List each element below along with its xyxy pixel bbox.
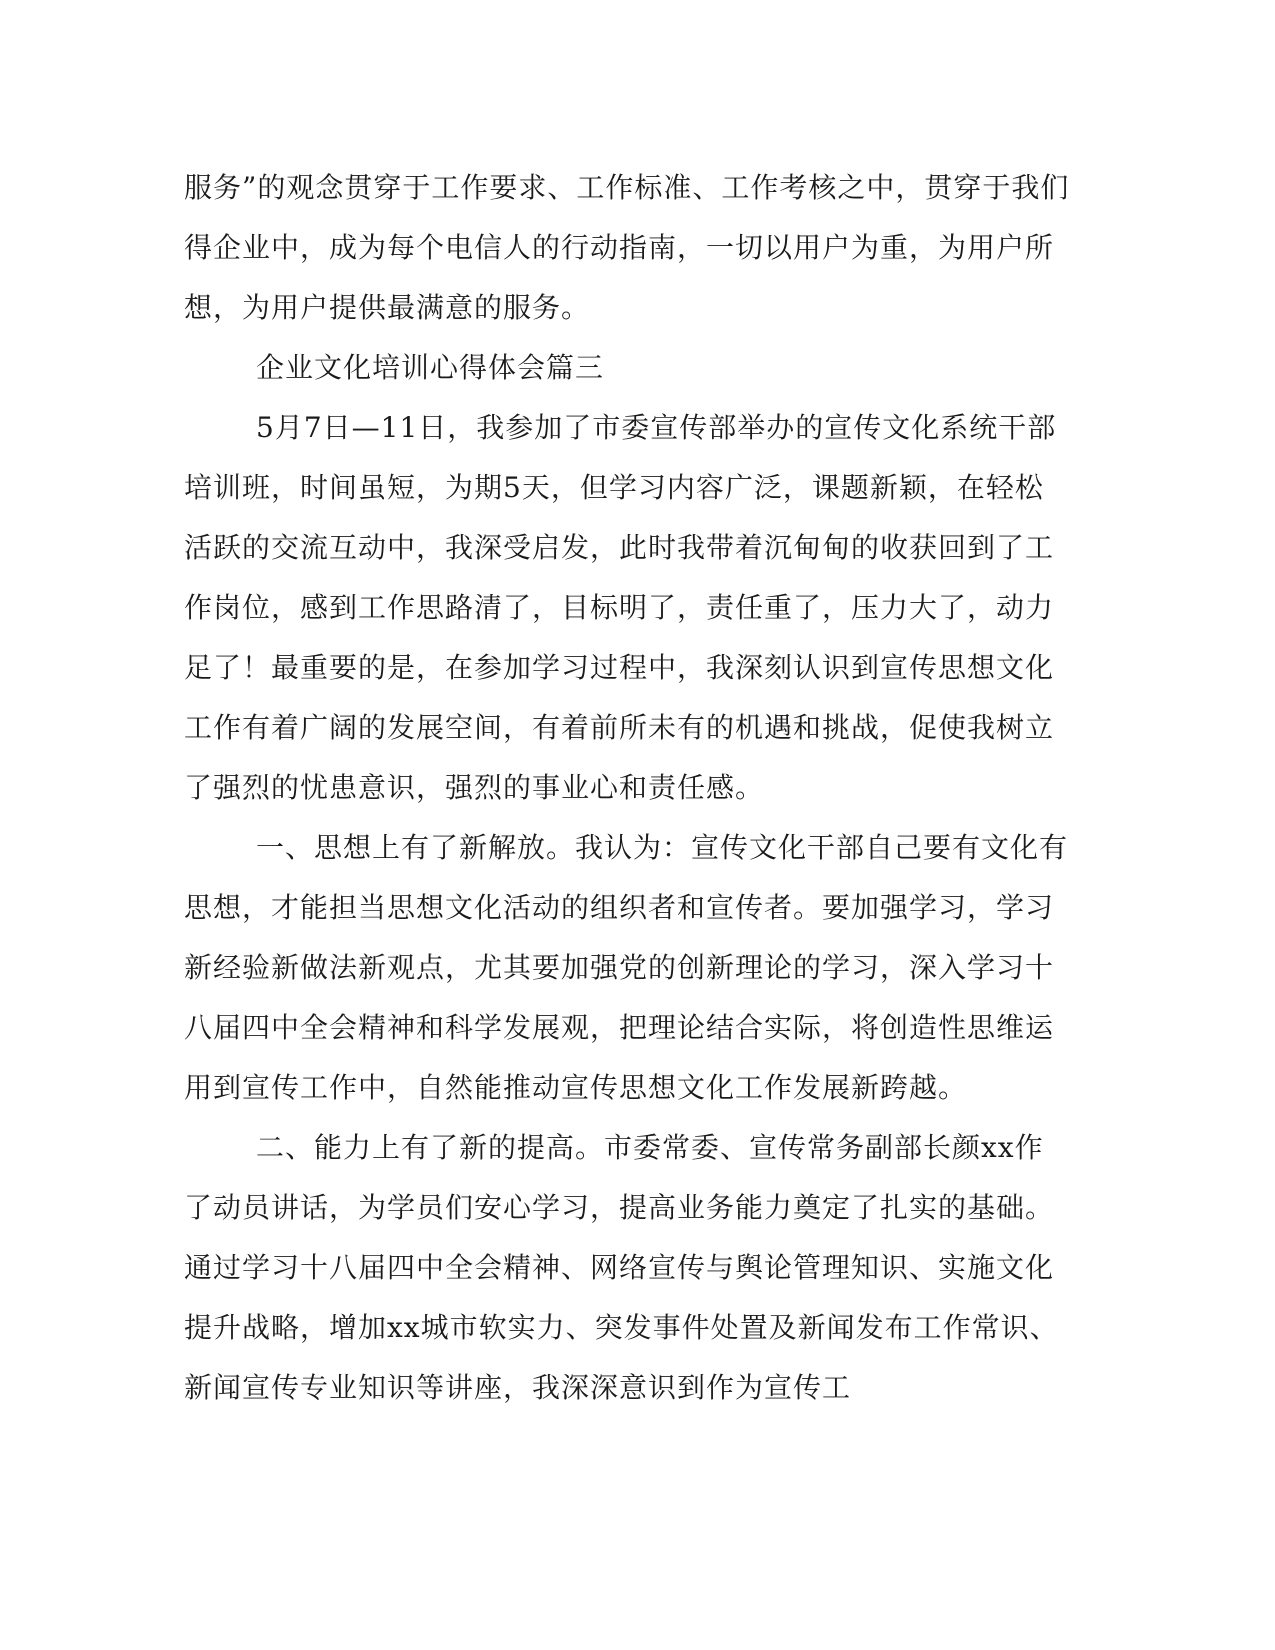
text-line: 活跃的交流互动中，我深受启发，此时我带着沉甸甸的收获回到了工 xyxy=(184,531,1055,564)
text-line: 八届四中全会精神和科学发展观，把理论结合实际，将创造性思维运 xyxy=(184,1011,1055,1044)
text-line: 思想，才能担当思想文化活动的组织者和宣传者。要加强学习，学习 xyxy=(184,891,1055,924)
text-line: 一、思想上有了新解放。我认为：宣传文化干部自己要有文化有 xyxy=(256,831,1069,864)
text-line: 得企业中，成为每个电信人的行动指南，一切以用户为重，为用户所 xyxy=(184,231,1055,264)
document-body xyxy=(184,158,1070,1418)
text-line: 服务”的观念贯穿于工作要求、工作标准、工作考核之中，贯穿于我们 xyxy=(184,171,1070,204)
text-line: 想，为用户提供最满意的服务。 xyxy=(184,291,591,324)
text-line: 工作有着广阔的发展空间，有着前所未有的机遇和挑战，促使我树立 xyxy=(184,711,1055,744)
text-line: 用到宣传工作中，自然能推动宣传思想文化工作发展新跨越。 xyxy=(184,1071,968,1104)
text-line: 作岗位，感到工作思路清了，目标明了，责任重了，压力大了，动力 xyxy=(184,591,1055,624)
text-line: 足了！最重要的是，在参加学习过程中，我深刻认识到宣传思想文化 xyxy=(184,651,1055,684)
section-heading: 企业文化培训心得体会篇三 xyxy=(256,351,605,384)
text-line: 5月7日—11日，我参加了市委宣传部举办的宣传文化系统干部 xyxy=(256,411,1057,444)
text-line: 新经验新做法新观点，尤其要加强党的创新理论的学习，深入学习十 xyxy=(184,951,1055,984)
text-line: 了强烈的忧患意识，强烈的事业心和责任感。 xyxy=(184,771,765,804)
text-line: 培训班，时间虽短，为期5天，但学习内容广泛，课题新颖，在轻松 xyxy=(184,471,1044,504)
text-line: 新闻宣传专业知识等讲座，我深深意识到作为宣传工 xyxy=(184,1371,852,1404)
text-line: 二、能力上有了新的提高。市委常委、宣传常务副部长颜xx作 xyxy=(256,1131,1044,1164)
text-line: 了动员讲话，为学员们安心学习，提高业务能力奠定了扎实的基础。 xyxy=(184,1191,1055,1224)
text-line: 通过学习十八届四中全会精神、网络宣传与舆论管理知识、实施文化 xyxy=(184,1251,1055,1284)
text-line: 提升战略，增加xx城市软实力、突发事件处置及新闻发布工作常识、 xyxy=(184,1311,1059,1344)
